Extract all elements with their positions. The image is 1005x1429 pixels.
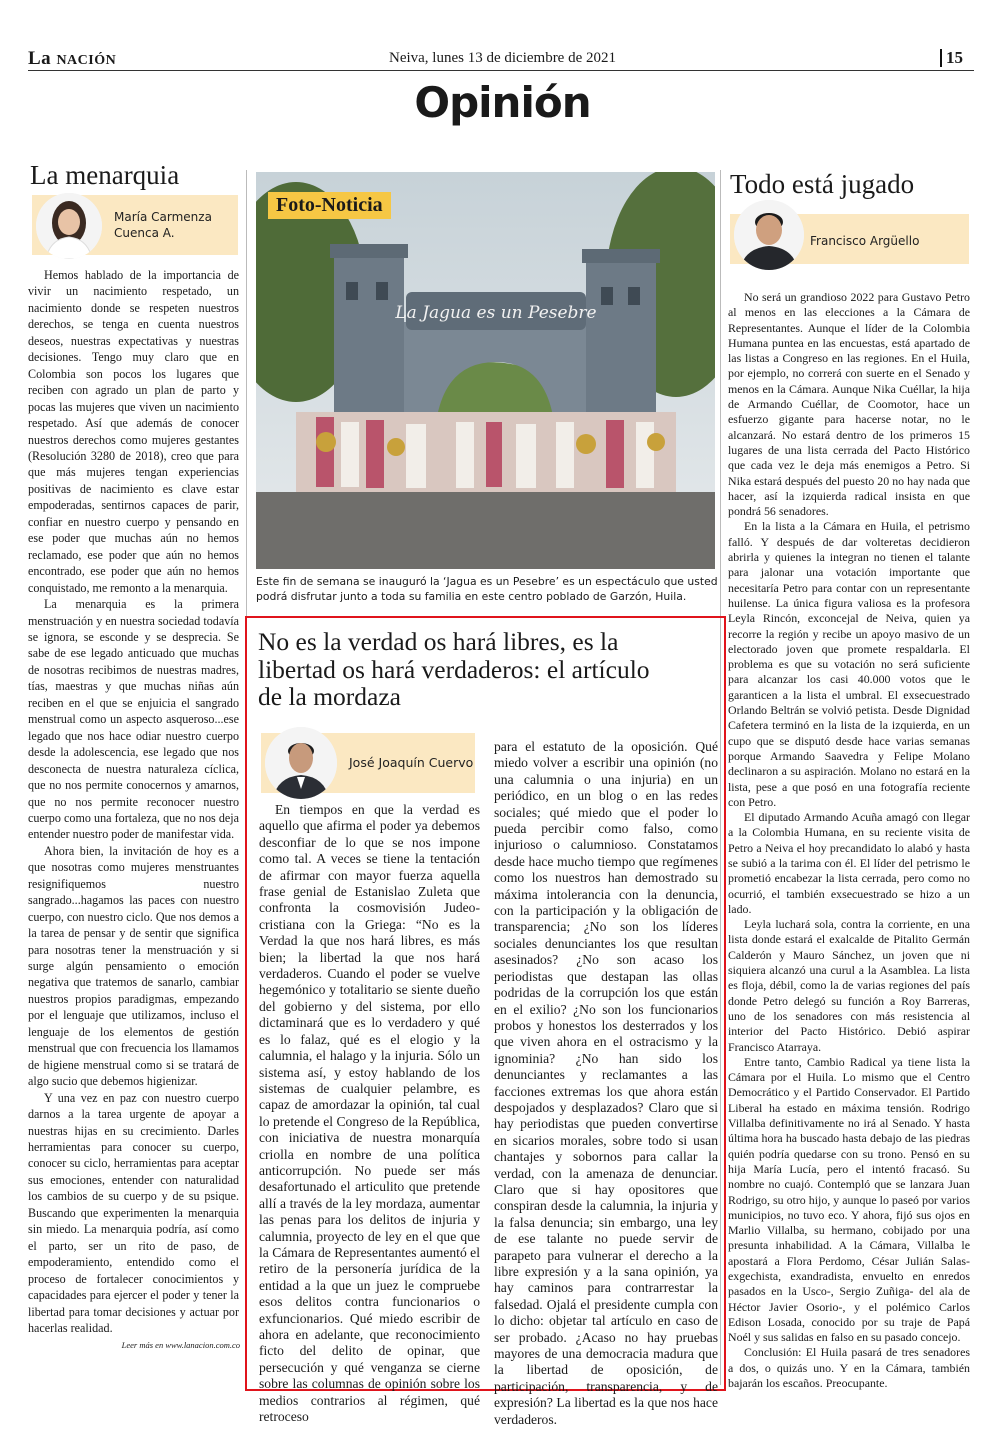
left-column: [28, 160, 240, 1350]
right-author-name: Francisco Argüello: [810, 234, 920, 248]
page-number: 15: [940, 49, 963, 67]
read-more-link[interactable]: Leer más en www.lanacion.com.co: [121, 1340, 240, 1351]
photo-caption: Este fin de semana se inauguró la ‘Jagua es un Pesebre’ es un espectáculo que usted podrá disfrutar junto a toda su familia en este centro poblado de Garzón, Huila.: [256, 575, 718, 603]
right-paragraph: En la lista a la Cámara en Huila, el petrismo falló. Y después de dar volteretas decidieron abrirla y quienes la integran no tienen el talante para jalonar una votación importante que necesitaría Petro para contar con un representante huilense. La única figura valiosa es la profesora Leyla Rincón, exconcejal de Neiva, quien ya recorre la región y recibe un apoyo masivo de un electorado joven que promete respaldarla. El problema es que su votación no será suficiente para alcanzar los casi 40.000 votos que le garanticen a la lista el umbral. El exsecuestrado Orlando Beltrán se volvió petista. Desde Dignidad Cafetera terminó en la lista de la izquierda, en un cupo que se disputó desde hace varias semanas porque Armando Saavedra y Felipe Molano declinaron a su aspiración. Molano no estará en la lista, pese a que posó en una fotografía reciente con Petro.: [728, 519, 970, 809]
right-paragraph: Leyla luchará sola, contra la corriente, en una lista donde estará el exalcalde de Pitalito Germán Calderón y Mauro Sánchez, un joven que ni siquiera alcanzó una curul a la Asamblea. La lista es floja, débil, como la de varias regiones del país donde Petro delegó su función a Roy Barreras, uno de los senadores con más resistencia al interior del Pacto Histórico. Debió aspirar Francisco Atarraya.: [728, 917, 970, 1054]
right-column: [728, 169, 970, 1391]
right-column-title: Todo está jugado: [730, 169, 915, 199]
center-author-name: José Joaquín Cuervo: [349, 755, 474, 770]
author-avatar: [265, 727, 337, 799]
left-author-box: [32, 195, 238, 255]
author-avatar: [36, 193, 102, 259]
left-paragraph: Ahora bien, la invitación de hoy es a que nosotras como mujeres menstruantes resignifiquemos nuestro sangrado...hagamos las paces con nuestro cuerpo, con nuestro ciclo. Que nos demos a la tarea de pensar y de sentir que significa para nosotras tener la menstruación y si surge algún pensamiento o emoción negativa que tratemos de sanarlo, cambiar nuestros propios paradigmas, empezando por el lenguaje que utilizamos, incluso el lenguaje de los elementos de gestión menstrual que con frecuencia los llamamos de higiene menstrual como si se tratará de algo sucio que debemos higienizar.: [28, 843, 239, 1089]
header-rule: [28, 70, 974, 71]
dateline: Neiva, lunes 13 de diciembre de 2021: [388, 50, 616, 66]
masthead-name: NACIÓN: [56, 53, 117, 68]
left-paragraph: Y una vez en paz con nuestro cuerpo darnos a la tarea urgente de apoyar a nuestras hijas en su crecimiento. Darles herramientas para conocer su cuerpo, conocer su ciclo, herramientas para aceptar sus emociones, entender con naturalidad los cambios de su cuerpo y de su psique. Buscando que experimenten la menarquia sin miedo. La menarquia podría, así como el parto, ser un rito de paso, de empoderamiento, entendido como el proceso de fortalecer conocimientos y capacidades para ejercer el poder y tener la libertad para tomar decisiones y actuar por hacerlas realidad.: [28, 1090, 239, 1335]
left-article-body: [28, 267, 239, 1336]
photo-news-tag: Foto-Noticia: [268, 192, 391, 219]
masthead: La NACIÓN: [28, 48, 117, 69]
right-paragraph: Entre tanto, Cambio Radical ya tiene lista la Cámara por el Huila. Lo mismo que el Centro Democrático y el Partido Conservador. El Partido Liberal ha estado en máxima tensión. Rodrigo Villalba definitivamente no irá al Senado. Y hasta última hora ha buscado hasta debajo de las piedras quién podría quedarse con su trono. Pensó en su hija María Lucía, pero el intentó fracasó. Su nombre no cuajó. Contempló que se lanzara Juan Rodrigo, su otro hijo, y aunque lo paseó por varios municipios, no tuvo eco. Y ahora, fijó sus ojos en Marlio Villalba, su hermano, cobijado por una presunta inhabilidad. A la Cámara, Villalba le apostará a Flora Perdomo, César Julián Salas- exgechista, exandradista, envuelto en enredos pasados en la Usco-, Sergio Zuñiga- del ala de Héctor Javier Osorio-, y el polémico Carlos Edison Losada, conocido por su traje de Papá Noél y sus salidas en falso en su pasado concejo.: [728, 1054, 970, 1345]
featured-headline: No es la verdad os hará libres, es la libertad os hará verdaderos: el artículo de la mordaza: [258, 627, 650, 711]
right-author-box: [730, 214, 969, 264]
right-article-body: [728, 290, 970, 1391]
right-paragraph: No será un grandioso 2022 para Gustavo Petro al menos en las elecciones a la Cámara de Representantes. Aunque el líder de la Colombia Humana puntea en las encuestas, está apartado de las listas a Congreso en las regiones. En el Huila, por ejemplo, no correrá con suerte en el Senado y menos en la Cámara. Aunque Nika Cuéllar, la hija de Armando Cuéllar, de Coomotor, hace un esfuerzo gigante para hacerse notar, no le alcanzará. No estará dentro de los primeros 15 lugares de una lista cerrada del Pacto Histórico que cada vez le deja más enemigos a Petro. Si Nika estará después del puesto 20 no hay nada que hacer, así la izquierda radical insista en que pondrá 56 senadores.: [728, 290, 970, 519]
featured-article-box: [245, 616, 726, 1427]
left-column-title: La menarquia: [30, 160, 180, 190]
center-author-box: [261, 733, 475, 793]
left-author-name: María Carmenza Cuenca A.: [114, 210, 212, 240]
left-paragraph: Hemos hablado de la importancia de vivir un nacimiento respetado, un nacimiento donde se respeten nuestros derechos, se tenga en cuenta nuestros deseos, nuestras expectativas y nuestras decisiones. Tengo muy claro que en Colombia son pocos los lugares que reciben con agrado un plan de parto y pocas las mujeres que viven un nacimiento respetado. Así que además de conocer nuestros derechos como mujeres gestantes (Resolución 3280 de 2018), creo que para que más mujeres tengan experiencias positivas de nacimiento es clave estar empoderadas, sentirnos capaces de parir, confiar en nuestro cuerpo y pensando en ese poder que muchas aún no hemos reclamado, ese poder que aún no hemos encontrado, ese poder que aún no hemos conquistado, me remonto a la menarquia.: [28, 268, 239, 595]
featured-body-col1: En tiempos en que la verdad es aquello que afirma el poder ya debemos desconfiar de lo que se nos impone como tal. A veces se tiene la tentación de afirmar con mayor fuerza aquella frase genial de Estanislao Zuleta que confronta la cosmovisión Judeo-cristiana con la Griega: “No es la Verdad la que nos hará libres, es más bien; la libertad la que nos hará verdaderos. Cuando el poder se vuelve hegemónico y totalitario se siente dueño del gobierno y del sistema, por ello dictaminará que es lo verdadero y qué es lo falaz, qué es el elogio y la calumnia, el halago y la injuria. Sólo un sistema así, y estoy hablando de los sistemas de cualquier pelambre, es capaz de amordazar la opinión, tal cual lo pretende el Congreso de la República, con iniciativa de nuestra monarquía criolla en nombre de una política anticorrupción. No puede ser más desafortunado el articulito que pretende allí a través de la ley mordaza, aumentar las penas para los delitos de injuria y calumnia, proyecto de ley en el que que la Cámara de Representantes aumentó el retiro de la personería jurídica de la entidad a la que un juez le compruebe esos delitos contra funcionarios o exfuncionarios. Qué miedo escribir de ahora en adelante, que reconocimiento ficto del delito de opinar, que persecución y qué venganza se cierne sobre las columnas de opinión sobre los medios contrarios al régimen, qué retroceso: [259, 802, 480, 1425]
arch-sign: La Jagua es un Pesebre: [395, 303, 597, 323]
featured-body-col2: para el estatuto de la oposición. Qué miedo volver a escribir una opinión (no una calumnia o una injuria) en un periódico, en un blog o en las redes sociales; qué miedo que el poder lo pueda percibir como falso, como injurioso o calumnioso. Constatamos desde hace mucho tiempo que regímenes como los nuestros han demostrado su máxima intolerancia con la denuncia, con la participación y la obligación de transparencia; ¿No son los líderes sociales denunciantes los que resultan asesinados? ¿No son acaso los periodistas que destapan las ollas podridas de la corrupción los que están en el exilio? ¿No son los funcionarios probos y honestos los desterrados y los que viven ahora en el ostracismo y la ignominia? ¿No han sido los denunciantes y reclamantes a las facciones extremas los que ahora están despojados y desplazados? Claro que si hay periodistas que pueden convertirse en sicarios morales, sobre todo si usan chantajes y sobornos para callar la verdad, con la amenaza de denunciar. Claro que si hay opositores que conspiran desde la calumnia, la injuria y la falsa denuncia; sin embargo, una ley de ese talante no puede servir de parapeto para vulnerar el derecho a la libre expresión y a la sana opinión, ya hay caminos para contrarrestar la falsedad. Ojalá el presidente cumpla con lo dicho: objetar tal artículo en caso de ser probado. ¿Acaso no hay pruebas mayores de una democracia madura que la libertad de oposición, de participación, transparencia, y de expresión? La libertad es la que nos hace verdaderos.: [494, 739, 718, 1427]
right-paragraph: Conclusión: El Huila pasará de tres senadores a dos, o quizás uno. Y en la Cámara, también bajarán los escaños. Preocupante.: [728, 1345, 970, 1391]
section-title: Opinión: [414, 78, 591, 127]
right-paragraph: El diputado Armando Acuña amagó con llegar a la Colombia Humana, en su reciente visita de Petro a Neiva el hoy precandidato lo alabó y hasta se subió a la tarima con él. El líder del petrismo le prometió encabezar la lista cerrada, pero como no ocurrió, el también exsecuestrado se hizo a un lado.: [728, 810, 970, 916]
left-paragraph: La menarquia es la primera menstruación y en nuestra sociedad todavía se ignora, se esconde y se desprecia. Se sabe de ese legado anticuado que muchas de nosotras recibimos de nuestras madres, tías, maestras y que muchas niñas aún reciben en el que se enjuicia el sangrado menstrual como un aspecto asqueroso...ese legado que nos hace odiar nuestro cuerpo desde la adolescencia, ese legado que nos desconecta de nuestra naturaleza cíclica, que no nos permite conocernos y amarnos, que no nos permite reconocer nuestro cuerpo como una fortaleza, que no nos deja entender nuestro poder de manifestar vida.: [28, 597, 239, 842]
author-avatar: [734, 200, 804, 270]
news-photo: [256, 172, 715, 569]
